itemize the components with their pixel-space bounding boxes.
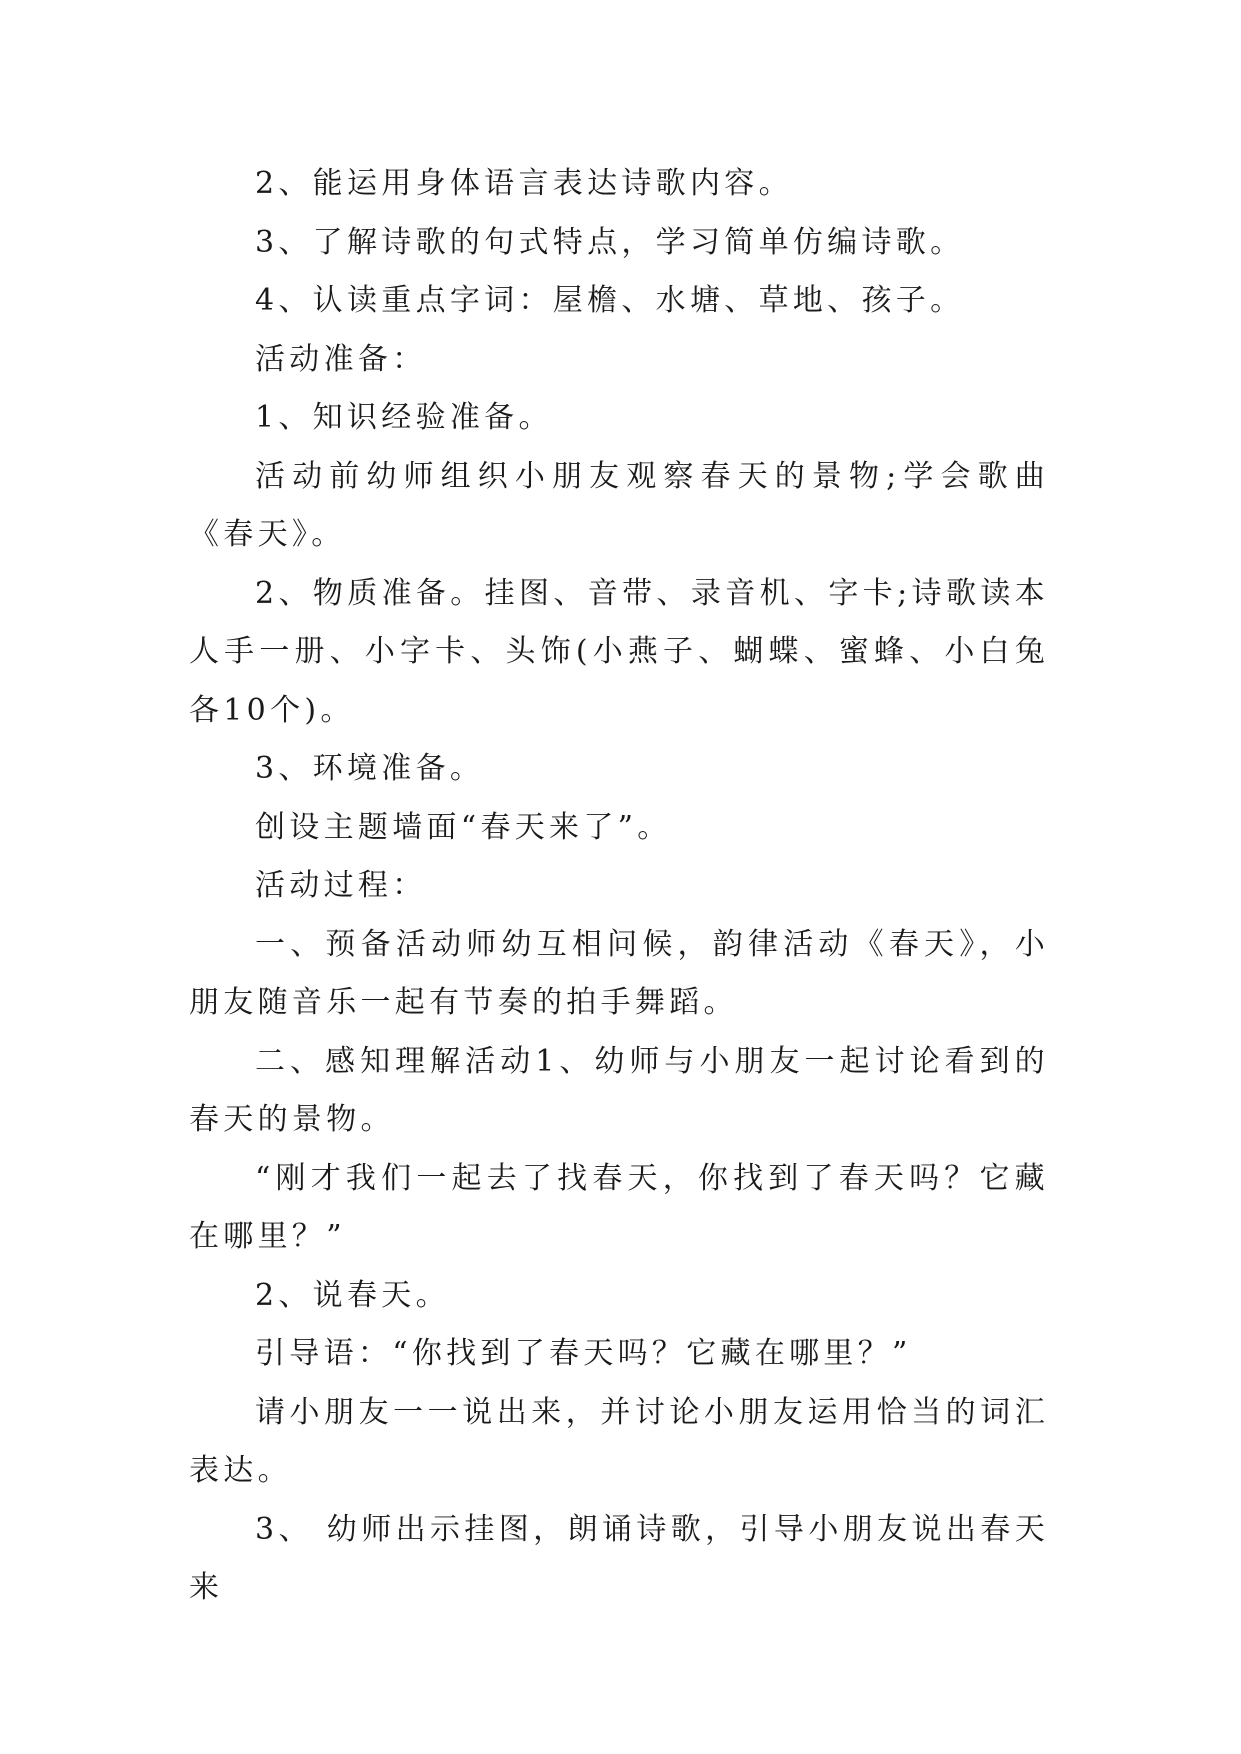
heading-preparation: 活动准备： bbox=[255, 341, 427, 377]
paragraph-goal-4: 4、认读重点字词：屋檐、水塘、草地、孩子。 bbox=[255, 283, 965, 318]
paragraph-process-2: 二、感知理解活动1、幼师与小朋友一起讨论看到的春天的景物。 bbox=[189, 1043, 1049, 1137]
paragraph-prep-3-detail: 创设主题墙面“春天来了”。 bbox=[255, 809, 672, 845]
paragraph-prep-3: 3、环境准备。 bbox=[255, 751, 485, 786]
paragraph-prep-1-detail: 活动前幼师组织小朋友观察春天的景物;学会歌曲《春天》。 bbox=[189, 458, 1049, 552]
paragraph-step-3: 3、 幼师出示挂图，朗诵诗歌，引导小朋友说出春天来 bbox=[189, 1511, 1049, 1605]
paragraph-speak-spring: 2、说春天。 bbox=[255, 1277, 450, 1313]
heading-process: 活动过程： bbox=[255, 868, 427, 903]
paragraph-process-1: 一、预备活动师幼互相问候，韵律活动《春天》，小朋友随音乐一起有节奏的拍手舞蹈。 bbox=[189, 926, 1049, 1020]
paragraph-quote: “刚才我们一起去了找春天，你找到了春天吗？它藏在哪里？” bbox=[189, 1160, 1049, 1254]
paragraph-prep-2: 2、物质准备。挂图、音带、录音机、字卡;诗歌读本人手一册、小字卡、头饰(小燕子、蝴蝶、蜜蜂、小白兔各10个)。 bbox=[189, 575, 1049, 728]
paragraph-discuss: 请小朋友一一说出来，并讨论小朋友运用恰当的词汇表达。 bbox=[189, 1394, 1049, 1488]
paragraph-goal-3: 3、了解诗歌的句式特点，学习简单仿编诗歌。 bbox=[255, 224, 965, 260]
paragraph-goal-2: 2、能运用身体语言表达诗歌内容。 bbox=[255, 166, 793, 201]
paragraph-guide: 引导语：“你找到了春天吗？它藏在哪里？” bbox=[255, 1336, 912, 1371]
document-body bbox=[189, 155, 1049, 1618]
paragraph-prep-1: 1、知识经验准备。 bbox=[255, 400, 553, 435]
